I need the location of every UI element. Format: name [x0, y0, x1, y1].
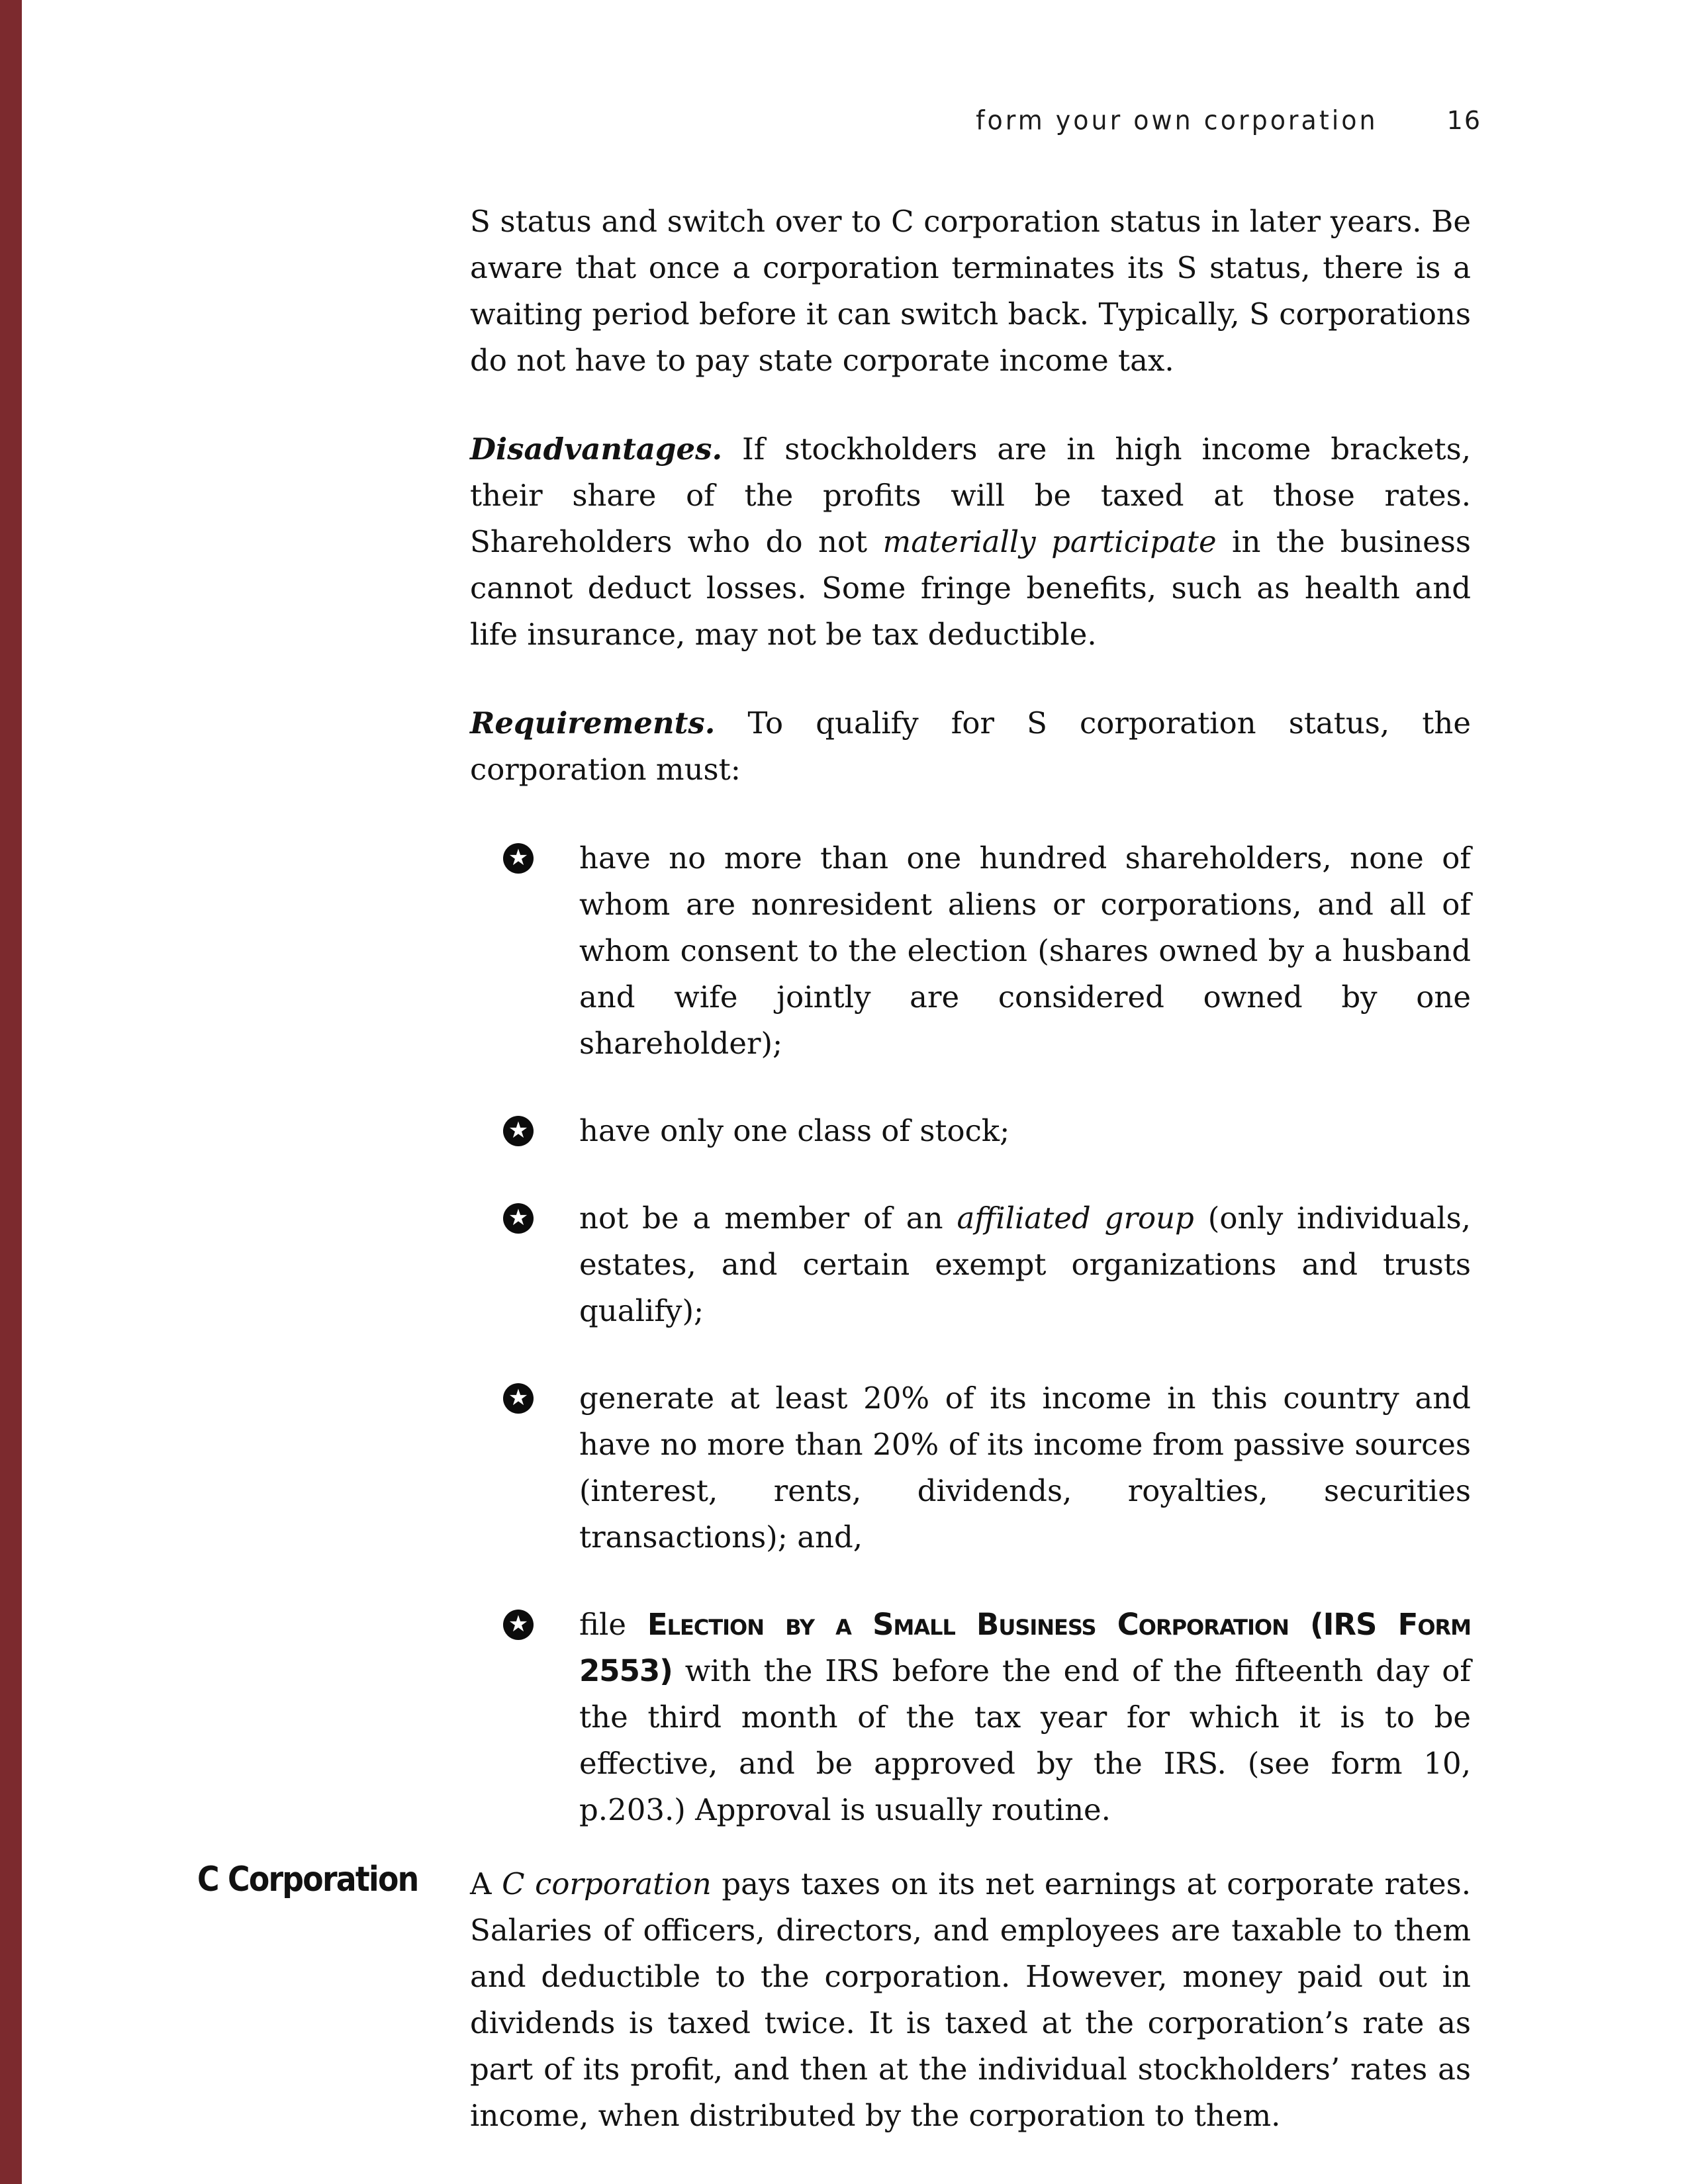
- paragraph-text: A: [470, 1866, 502, 1901]
- running-header-title: form your own corporation: [976, 105, 1378, 136]
- c-corporation-section: [197, 1860, 1471, 2139]
- paragraph-text: pays taxes on its net earnings at corporate rates. Salaries of officers, directors, and employees are taxable to them and deductible to the corporation. However, money paid out in dividends is taxed twice. It is taxed at the corporation’s rate as part of its profit, and then at the individual stockholders’ rates as income, when distributed by the corporation to them.: [470, 1866, 1471, 2133]
- list-item-text: generate at least 20% of its income in this country and have no more than 20% of its income from passive sources (interest, rents, dividends, royalties, securities transactions); and,: [579, 1381, 1471, 1555]
- circled-star-bullet-icon: ★: [503, 1610, 534, 1640]
- page-edge-accent-bar: [0, 0, 22, 2184]
- italic-phrase: C corporation: [502, 1866, 712, 1901]
- list-item: [470, 1108, 1471, 1154]
- list-item: [470, 835, 1471, 1067]
- paragraph-c-corporation: [470, 1861, 1471, 2139]
- margin-heading-c-corporation: C Corporation: [197, 1860, 418, 1899]
- list-item: [470, 1195, 1471, 1334]
- lead-in-requirements: Requirements.: [470, 705, 716, 741]
- list-item-text: (only individuals, estates, and certain exempt organizations and trusts qualify);: [579, 1201, 1471, 1328]
- requirements-list: [470, 835, 1471, 1833]
- italic-phrase: materially participate: [882, 524, 1217, 559]
- list-item-text: file: [579, 1607, 647, 1642]
- paragraph-text: S status and switch over to C corporation status in later years. Be aware that once a corporation terminates its S status, there is a waiting period before it can switch back. Typically, S corporations do not have to pay state corporate income tax.: [470, 204, 1471, 378]
- paragraph-text: If stockholders are in high income brackets, their share of the profits will be taxed at those rates. Shareholders who do not: [470, 432, 1471, 559]
- circled-star-bullet-icon: ★: [503, 1116, 534, 1146]
- paragraph-requirements: [470, 700, 1471, 793]
- paragraph-text: in the business cannot deduct losses. Some fringe benefits, such as health and life insurance, may not be tax deductible.: [470, 524, 1471, 652]
- italic-phrase: affiliated group: [957, 1201, 1194, 1236]
- page-number: 16: [1446, 106, 1481, 135]
- paragraph-disadvantages: [470, 426, 1471, 658]
- list-item-text: with the IRS before the end of the fifteenth day of the third month of the tax year for which it is to be effective, and be approved by the IRS. (see form 10, p.203.) Approval is usually routine.: [579, 1653, 1471, 1827]
- circled-star-bullet-icon: ★: [503, 1203, 534, 1234]
- text-column: [197, 199, 1472, 2139]
- list-item-text: have only one class of stock;: [579, 1113, 1010, 1148]
- lead-in-disadvantages: Disadvantages.: [470, 432, 723, 467]
- circled-star-bullet-icon: ★: [503, 843, 534, 874]
- paragraph-s-status-continuation: [470, 199, 1471, 384]
- list-item-text: have no more than one hundred shareholders, none of whom are nonresident aliens or corporations, and all of whom consent to the election (shares owned by a husband and wife jointly are considered owned by one shareholder);: [579, 841, 1471, 1061]
- list-item: [470, 1375, 1471, 1561]
- circled-star-bullet-icon: ★: [503, 1383, 534, 1414]
- smallcaps-form-name: Election by a Small Business Corporation (IRS Form 2553): [579, 1607, 1472, 1688]
- paragraph-text: To qualify for S corporation status, the corporation must:: [470, 705, 1471, 787]
- list-item-text: not be a member of an: [579, 1201, 957, 1236]
- list-item: [470, 1602, 1471, 1833]
- running-header: [976, 106, 1481, 135]
